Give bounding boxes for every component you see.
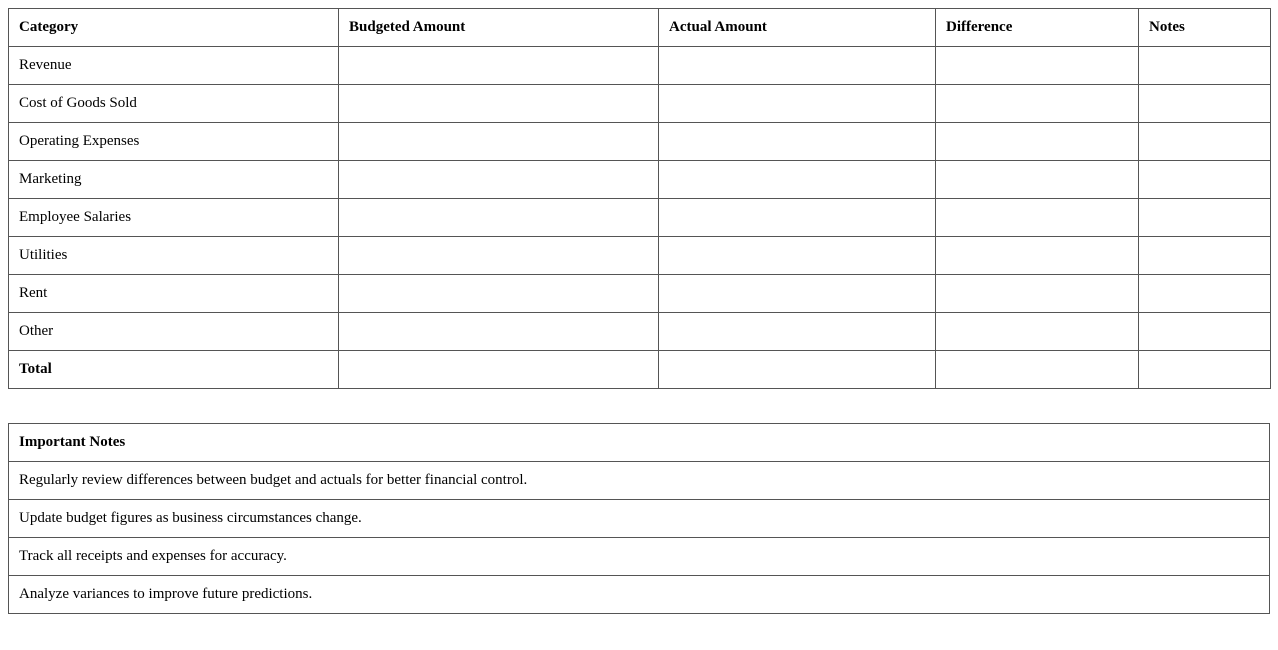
table-row bbox=[9, 237, 1271, 275]
notes-cell bbox=[1139, 351, 1271, 389]
table-row bbox=[9, 313, 1271, 351]
category-cell: Employee Salaries bbox=[9, 199, 339, 237]
difference-cell bbox=[936, 161, 1139, 199]
budgeted-amount-cell bbox=[339, 85, 659, 123]
actual-amount-cell bbox=[659, 123, 936, 161]
category-cell: Other bbox=[9, 313, 339, 351]
note-text: Regularly review differences between budget and actuals for better financial control. bbox=[9, 462, 1270, 500]
note-row bbox=[9, 462, 1270, 500]
difference-cell bbox=[936, 199, 1139, 237]
table-row bbox=[9, 199, 1271, 237]
note-row bbox=[9, 500, 1270, 538]
notes-cell bbox=[1139, 47, 1271, 85]
note-text: Analyze variances to improve future predictions. bbox=[9, 576, 1270, 614]
actual-amount-cell bbox=[659, 47, 936, 85]
actual-amount-cell bbox=[659, 237, 936, 275]
note-row bbox=[9, 576, 1270, 614]
difference-cell bbox=[936, 237, 1139, 275]
difference-cell bbox=[936, 85, 1139, 123]
difference-cell bbox=[936, 275, 1139, 313]
header-category: Category bbox=[9, 9, 339, 47]
note-text: Update budget figures as business circumstances change. bbox=[9, 500, 1270, 538]
actual-amount-cell bbox=[659, 85, 936, 123]
actual-amount-cell bbox=[659, 199, 936, 237]
notes-header-row bbox=[9, 424, 1270, 462]
important-notes-table bbox=[8, 423, 1270, 614]
category-cell: Marketing bbox=[9, 161, 339, 199]
actual-amount-cell bbox=[659, 351, 936, 389]
category-cell: Revenue bbox=[9, 47, 339, 85]
category-cell: Utilities bbox=[9, 237, 339, 275]
category-cell: Cost of Goods Sold bbox=[9, 85, 339, 123]
actual-amount-cell bbox=[659, 161, 936, 199]
header-actual-amount: Actual Amount bbox=[659, 9, 936, 47]
note-text: Track all receipts and expenses for accuracy. bbox=[9, 538, 1270, 576]
difference-cell bbox=[936, 313, 1139, 351]
budgeted-amount-cell bbox=[339, 237, 659, 275]
notes-cell bbox=[1139, 313, 1271, 351]
header-difference: Difference bbox=[936, 9, 1139, 47]
category-cell: Rent bbox=[9, 275, 339, 313]
header-budgeted-amount: Budgeted Amount bbox=[339, 9, 659, 47]
table-row bbox=[9, 123, 1271, 161]
budget-table-header-row bbox=[9, 9, 1271, 47]
table-row bbox=[9, 161, 1271, 199]
notes-cell bbox=[1139, 199, 1271, 237]
table-row bbox=[9, 275, 1271, 313]
notes-cell bbox=[1139, 85, 1271, 123]
table-row bbox=[9, 85, 1271, 123]
budgeted-amount-cell bbox=[339, 275, 659, 313]
budgeted-amount-cell bbox=[339, 123, 659, 161]
budgeted-amount-cell bbox=[339, 199, 659, 237]
note-row bbox=[9, 538, 1270, 576]
notes-cell bbox=[1139, 161, 1271, 199]
budgeted-amount-cell bbox=[339, 351, 659, 389]
notes-header: Important Notes bbox=[9, 424, 1270, 462]
category-cell: Operating Expenses bbox=[9, 123, 339, 161]
budgeted-amount-cell bbox=[339, 313, 659, 351]
difference-cell bbox=[936, 47, 1139, 85]
budgeted-amount-cell bbox=[339, 47, 659, 85]
difference-cell bbox=[936, 123, 1139, 161]
budget-table bbox=[8, 8, 1271, 389]
difference-cell bbox=[936, 351, 1139, 389]
header-notes: Notes bbox=[1139, 9, 1271, 47]
actual-amount-cell bbox=[659, 275, 936, 313]
category-cell: Total bbox=[9, 351, 339, 389]
notes-cell bbox=[1139, 237, 1271, 275]
table-row bbox=[9, 47, 1271, 85]
notes-cell bbox=[1139, 275, 1271, 313]
budgeted-amount-cell bbox=[339, 161, 659, 199]
total-row bbox=[9, 351, 1271, 389]
notes-cell bbox=[1139, 123, 1271, 161]
actual-amount-cell bbox=[659, 313, 936, 351]
